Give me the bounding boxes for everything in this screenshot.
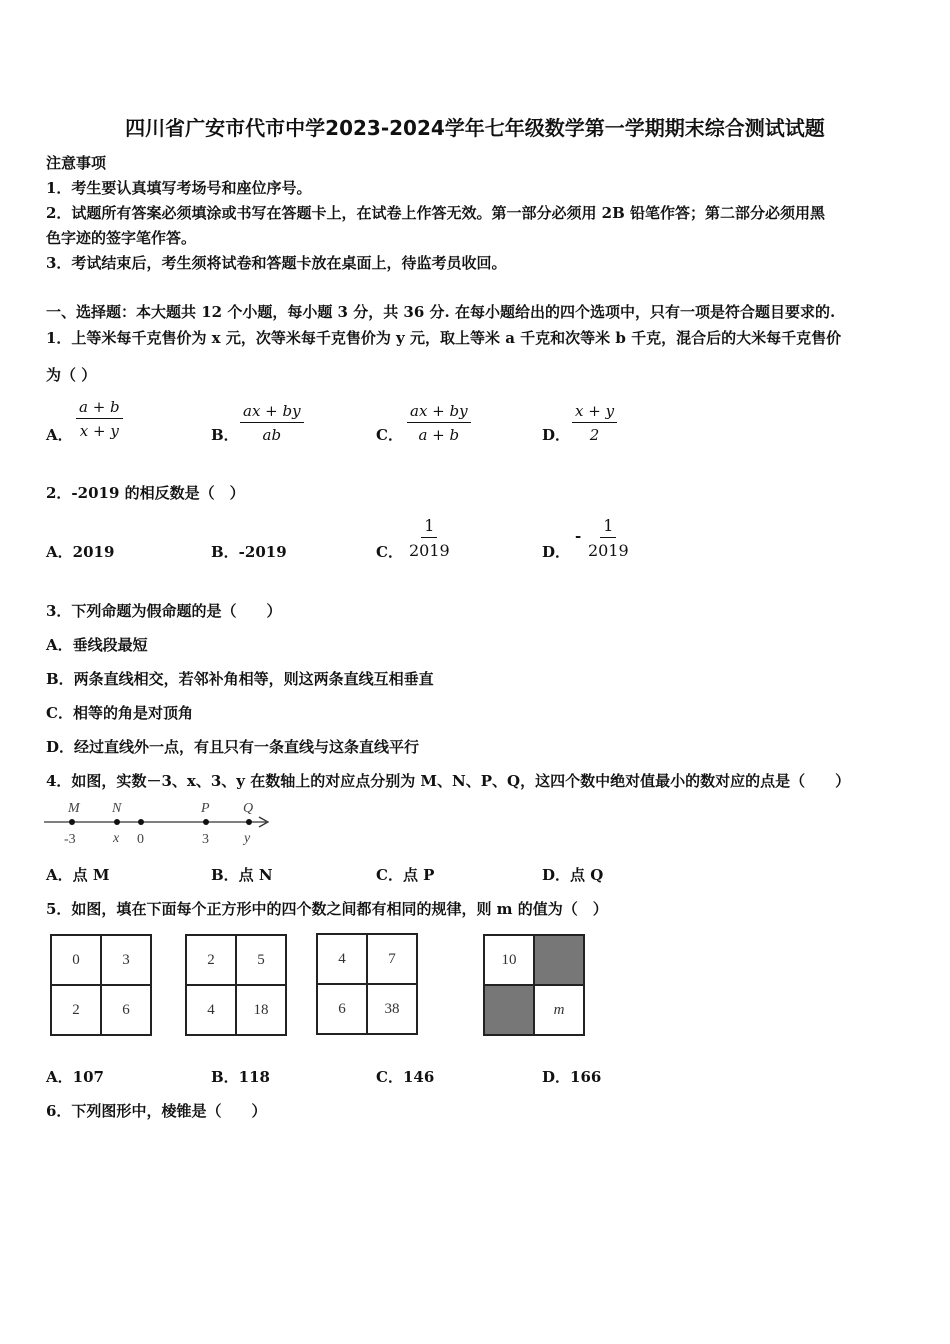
q1-option-d-fraction xyxy=(572,402,617,444)
q1-option-c-fraction xyxy=(407,402,471,444)
q2-option-d-fraction xyxy=(585,516,632,560)
tick-label-m: -3 xyxy=(64,832,76,847)
square-cell: 7 xyxy=(367,934,417,984)
number-square-1 xyxy=(50,934,152,1036)
q1-option-b-fraction xyxy=(240,402,304,444)
point-origin xyxy=(138,819,144,825)
q2-option-c-label: C． xyxy=(376,543,403,561)
fraction-numerator: a + b xyxy=(76,398,123,419)
square-cell: 18 xyxy=(236,985,286,1035)
fraction-denominator: a + b xyxy=(418,426,460,444)
notice-item: 色字迹的签字笔作答。 xyxy=(46,229,197,247)
fraction-denominator: ab xyxy=(262,426,282,444)
tick-label-q: y xyxy=(244,831,251,846)
q2-option-b: B．-2019 xyxy=(211,543,287,561)
square-cell: 4 xyxy=(317,934,367,984)
q4-stem: 4．如图，实数－3、x、3、y 在数轴上的对应点分别为 M、N、P、Q，这四个数中绝对值最小的数对应的点是（ ） xyxy=(46,772,851,790)
square-cell: 5 xyxy=(236,935,286,985)
q3-option-a: A．垂线段最短 xyxy=(46,636,148,654)
q3-stem: 3．下列命题为假命题的是（ ） xyxy=(46,602,282,620)
q1-stem: 为（ ） xyxy=(46,366,97,384)
q2-stem: 2．-2019 的相反数是（ ） xyxy=(46,484,245,502)
q1-option-d-label: D． xyxy=(542,426,571,444)
square-cell: 6 xyxy=(101,985,151,1035)
point-name-p: P xyxy=(201,801,210,816)
section-heading: 一、选择题：本大题共 12 个小题，每小题 3 分，共 36 分. 在每小题给出的四个选项中，只有一项是符合题目要求的. xyxy=(46,303,836,321)
square-cell: 2 xyxy=(51,985,101,1035)
tick-label-n: x xyxy=(113,831,120,846)
number-square-2 xyxy=(185,934,287,1036)
notice-item: 3．考试结束后，考生须将试卷和答题卡放在桌面上，待监考员收回。 xyxy=(46,254,507,272)
fraction-numerator: ax + by xyxy=(240,402,304,423)
square-cell: 6 xyxy=(317,984,367,1034)
q1-option-b-label: B． xyxy=(211,426,239,444)
fraction-numerator: x + y xyxy=(572,402,617,423)
q6-stem: 6．下列图形中，棱锥是（ ） xyxy=(46,1102,267,1120)
notice-item: 2．试题所有答案必须填涂或书写在答题卡上，在试卷上作答无效。第一部分必须用 2B 铅笔作答；第二部分必须用黑 xyxy=(46,204,826,222)
point-n xyxy=(114,819,120,825)
q3-option-c: C．相等的角是对顶角 xyxy=(46,704,193,722)
fraction-numerator: 1 xyxy=(600,516,616,538)
square-cell-unknown: m xyxy=(534,985,584,1035)
q2-option-a: A．2019 xyxy=(46,543,115,561)
number-square-4 xyxy=(483,934,585,1036)
point-name-n: N xyxy=(112,801,122,816)
q2-option-d-sign: - xyxy=(575,527,582,545)
fraction-denominator: 2019 xyxy=(588,541,629,560)
q1-option-a-fraction xyxy=(76,398,123,440)
q4-option-a: A．点 M xyxy=(46,866,110,884)
q3-option-d: D．经过直线外一点，有且只有一条直线与这条直线平行 xyxy=(46,738,420,756)
point-name-m: M xyxy=(68,801,80,816)
square-cell: 38 xyxy=(367,984,417,1034)
fraction-numerator: 1 xyxy=(421,516,437,538)
q2-option-c-fraction xyxy=(406,516,453,560)
q5-option-c: C．146 xyxy=(376,1068,435,1086)
q4-option-b: B．点 N xyxy=(211,866,273,884)
page-title: 四川省广安市代市中学2023-2024学年七年级数学第一学期期末综合测试试题 xyxy=(125,116,825,140)
tick-label-p: 3 xyxy=(202,832,209,847)
square-cell: 4 xyxy=(186,985,236,1035)
q5-option-b: B．118 xyxy=(211,1068,270,1086)
fraction-numerator: ax + by xyxy=(407,402,471,423)
fraction-denominator: 2019 xyxy=(409,541,450,560)
fraction-denominator: 2 xyxy=(589,426,600,444)
square-cell: 0 xyxy=(51,935,101,985)
number-line-figure xyxy=(44,798,274,850)
square-cell-shaded xyxy=(484,985,534,1035)
square-cell-shaded xyxy=(534,935,584,985)
number-square-3 xyxy=(316,933,418,1035)
q5-option-d: D．166 xyxy=(542,1068,602,1086)
q4-option-c: C．点 P xyxy=(376,866,435,884)
tick-label-origin: 0 xyxy=(137,832,144,847)
q5-stem: 5．如图，填在下面每个正方形中的四个数之间都有相同的规律，则 m 的值为（ ） xyxy=(46,900,608,918)
notice-heading: 注意事项 xyxy=(46,154,107,172)
square-cell: 3 xyxy=(101,935,151,985)
q5-option-a: A．107 xyxy=(46,1068,104,1086)
square-cell: 2 xyxy=(186,935,236,985)
q1-option-c-label: C． xyxy=(376,426,403,444)
square-cell: 10 xyxy=(484,935,534,985)
q2-option-d-label: D． xyxy=(542,543,571,561)
q1-stem: 1．上等米每千克售价为 x 元，次等米每千克售价为 y 元，取上等米 a 千克和次等米 b 千克，混合后的大米每千克售价 xyxy=(46,329,842,347)
q3-option-b: B．两条直线相交，若邻补角相等，则这两条直线互相垂直 xyxy=(46,670,434,688)
fraction-denominator: x + y xyxy=(79,422,119,440)
point-p xyxy=(203,819,209,825)
q1-option-a-label: A． xyxy=(46,426,73,444)
q4-option-d: D．点 Q xyxy=(542,866,604,884)
point-name-q: Q xyxy=(243,801,254,816)
point-q xyxy=(246,819,252,825)
point-m xyxy=(69,819,75,825)
notice-item: 1．考生要认真填写考场号和座位序号。 xyxy=(46,179,312,197)
